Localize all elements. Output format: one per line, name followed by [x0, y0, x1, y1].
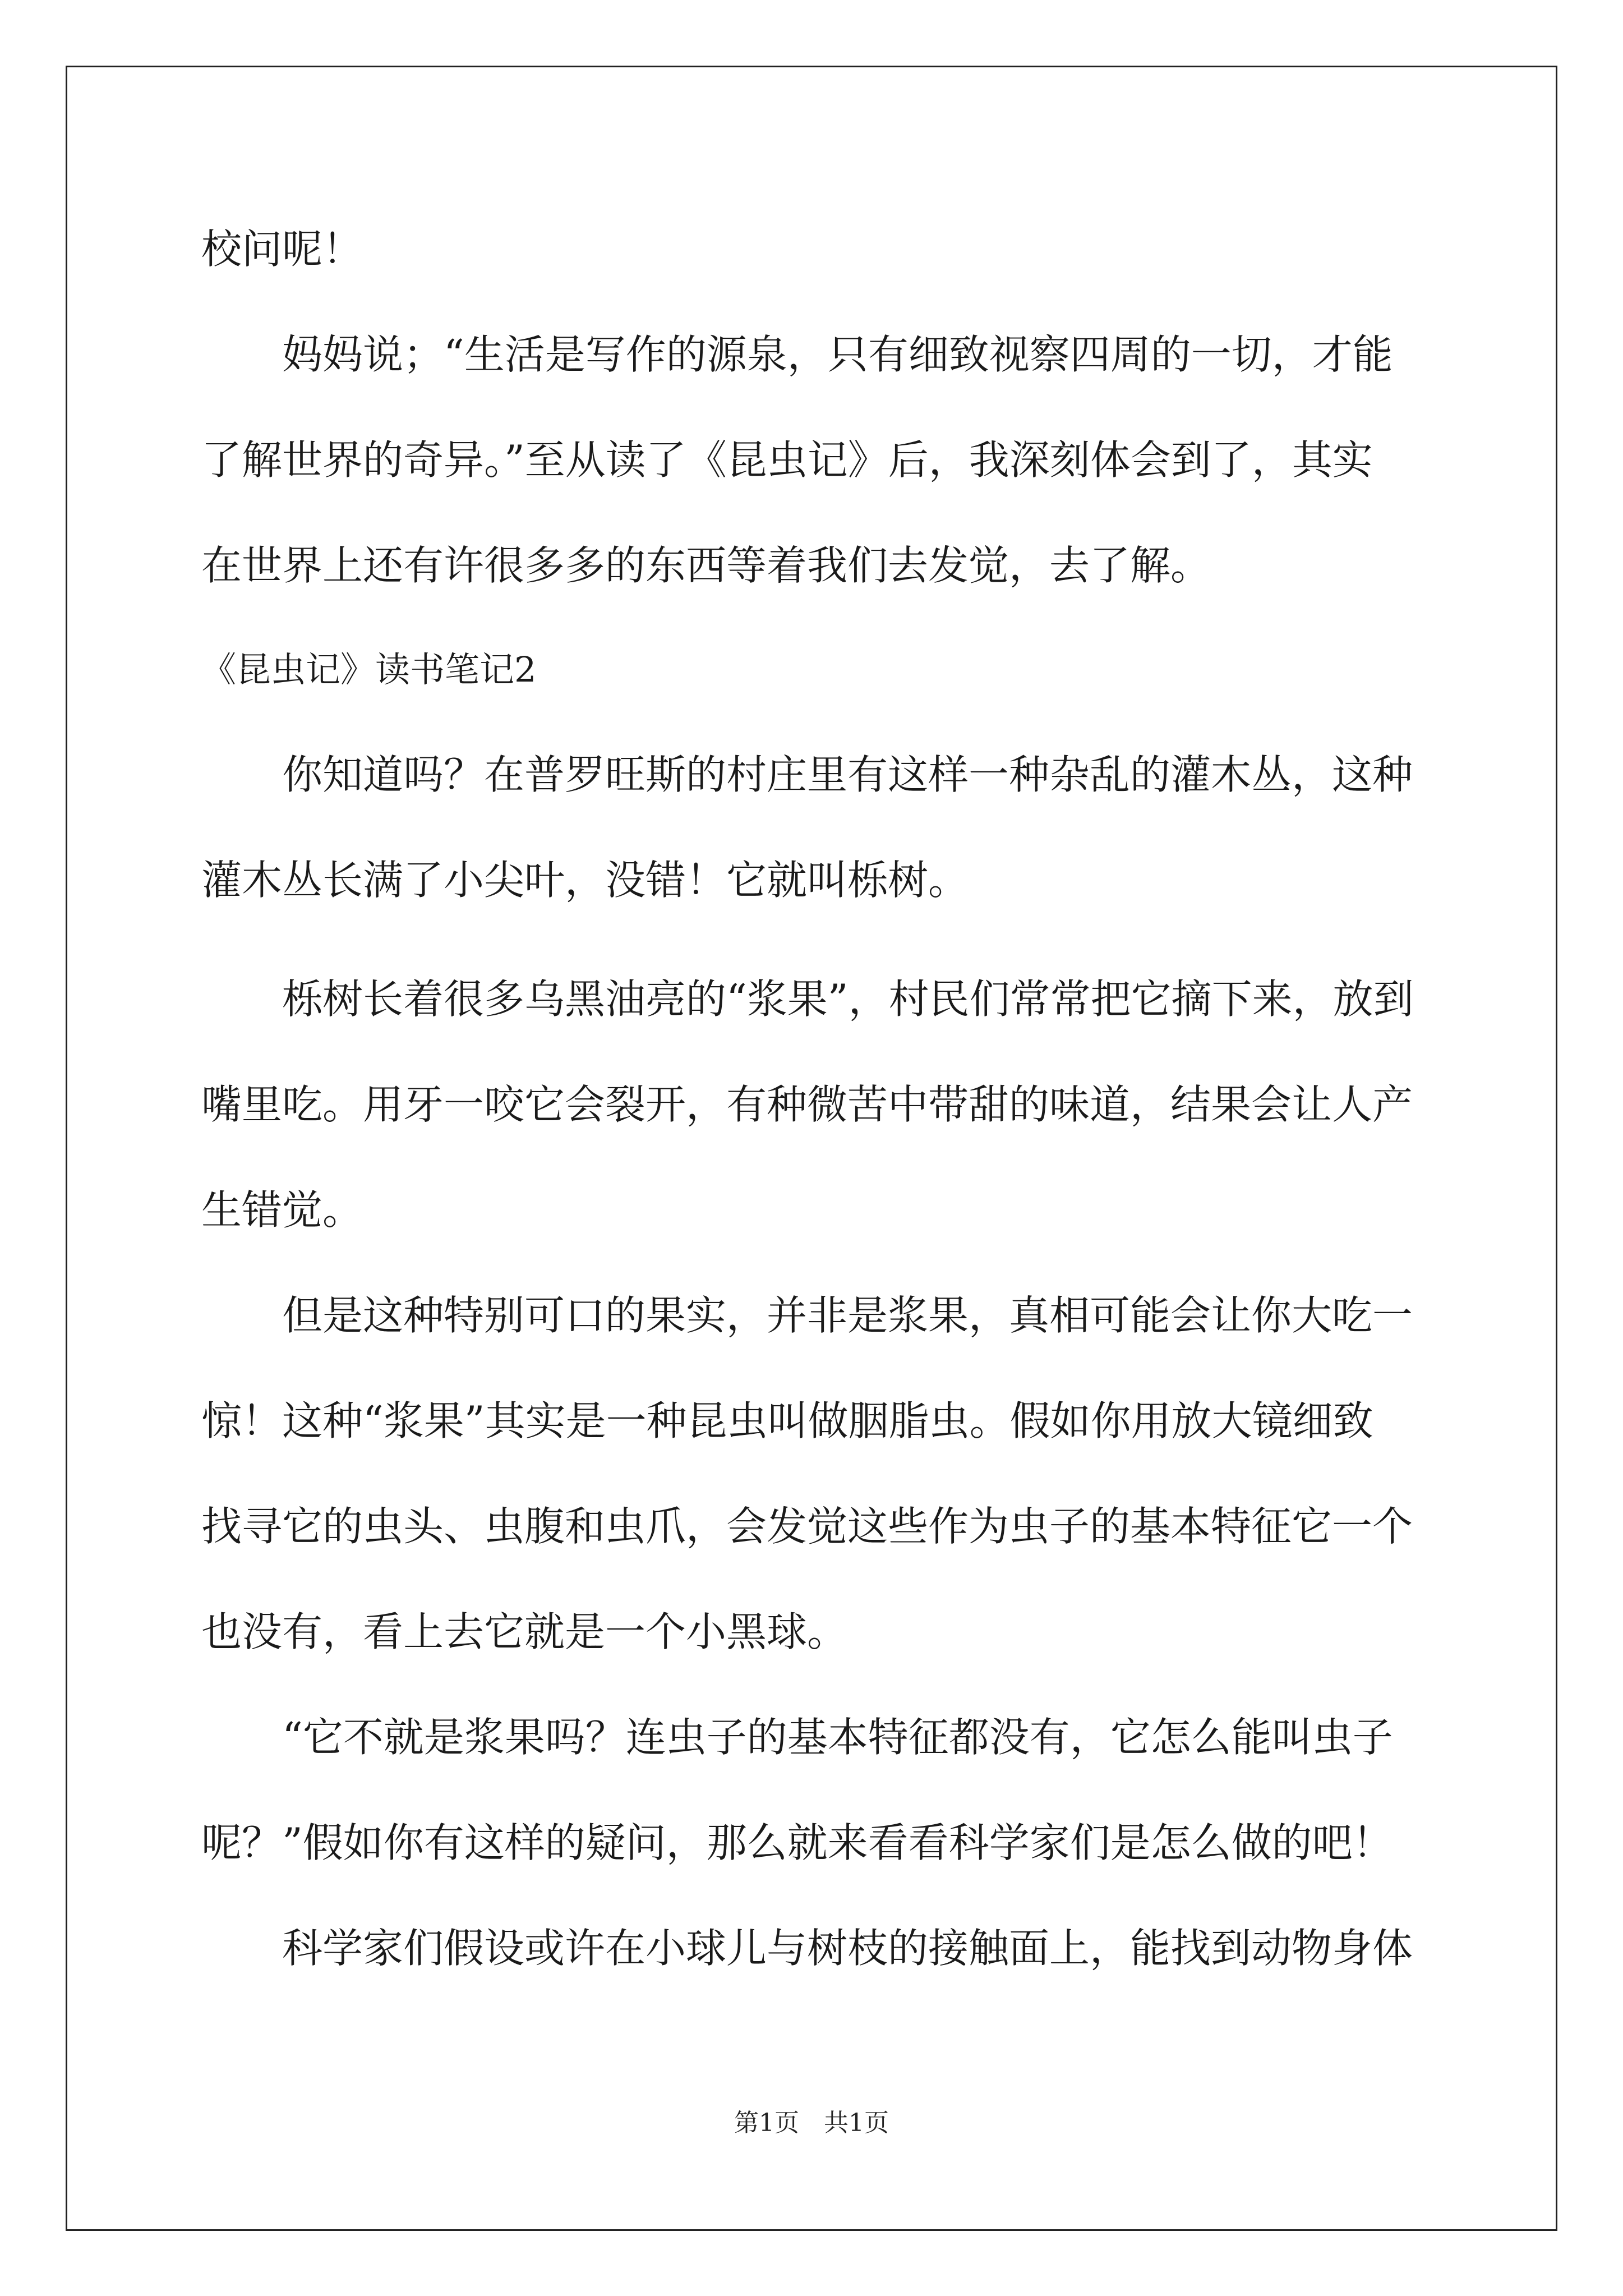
- paragraph-line-11: 但是这种特别可口的果实，并非是浆果，真相可能会让你大吃一: [282, 1292, 1413, 1339]
- page-frame: [66, 66, 1557, 2231]
- paragraph-line-16: 呢？”假如你有这样的疑问，那么就来看看科学家们是怎么做的吧！: [201, 1819, 1393, 1866]
- paragraph-line-15: “它不就是浆果吗？连虫子的基本特征都没有，它怎么能叫虫子: [282, 1714, 1393, 1761]
- paragraph-line-4: 在世界上还有许很多多的东西等着我们去发觉，去了解。: [201, 542, 1211, 589]
- paragraph-line-6: 你知道吗？在普罗旺斯的村庄里有这样一种杂乱的灌木丛，这种: [282, 751, 1413, 798]
- paragraph-line-14: 也没有，看上去它就是一个小黑球。: [201, 1608, 848, 1655]
- text-line-1: 校问呢！: [201, 226, 363, 273]
- section-heading: 《昆虫记》读书笔记2: [201, 649, 537, 690]
- paragraph-line-8: 栎树长着很多乌黑油亮的“浆果”，村民们常常把它摘下来，放到: [282, 976, 1414, 1023]
- paragraph-line-9: 嘴里吃。用牙一咬它会裂开，有种微苦中带甜的味道，结果会让人产: [201, 1081, 1413, 1128]
- paragraph-line-17: 科学家们假设或许在小球儿与树枝的接触面上，能找到动物身体: [282, 1925, 1413, 1972]
- total-pages: 共1页: [824, 2109, 889, 2137]
- paragraph-line-2: 妈妈说；“生活是写作的源泉，只有细致视察四周的一切，才能: [282, 331, 1393, 378]
- paragraph-line-7: 灌木丛长满了小尖叶，没错！它就叫栎树。: [201, 857, 969, 904]
- paragraph-line-10: 生错觉。: [201, 1186, 363, 1234]
- page-footer: [0, 2106, 1623, 2140]
- paragraph-line-3: 了解世界的奇异。”至从读了《昆虫记》后，我深刻体会到了，其实: [201, 436, 1373, 484]
- paragraph-line-13: 找寻它的虫头、虫腹和虫爪，会发觉这些作为虫子的基本特征它一个: [201, 1503, 1413, 1550]
- page-number: 第1页: [734, 2109, 799, 2137]
- paragraph-line-12: 惊！这种“浆果”其实是一种昆虫叫做胭脂虫。假如你用放大镜细致: [201, 1397, 1373, 1444]
